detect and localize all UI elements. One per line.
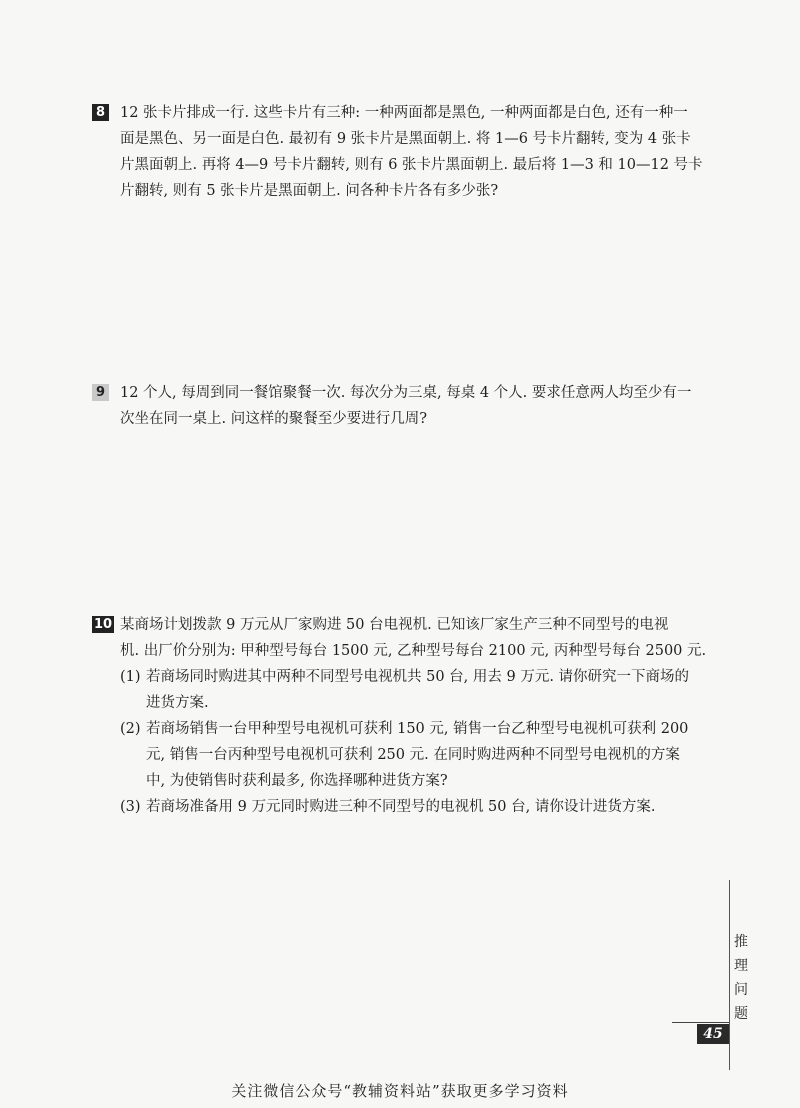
page-number: 45 xyxy=(697,1024,729,1044)
problem-number-10: 10 xyxy=(94,617,113,632)
side-label-char-3: 问 xyxy=(734,982,748,998)
subpart-1-label: (1) xyxy=(120,669,141,685)
subpart-3-label: (3) xyxy=(120,799,141,815)
problem-10-line-1: 某商场计划拨款 9 万元从厂家购进 50 台电视机. 已知该厂家生产三种不同型号的电视 xyxy=(120,617,669,633)
problem-8-line-3: 片黑面朝上. 再将 4—9 号卡片翻转, 则有 6 张卡片黑面朝上. 最后将 1—3 和 10—12 号卡 xyxy=(120,157,703,173)
problem-8-line-4: 片翻转, 则有 5 张卡片是黑面朝上. 问各种卡片各有多少张? xyxy=(120,183,499,199)
subpart-2-line-3: 中, 为使销售时获利最多, 你选择哪种进货方案? xyxy=(146,773,448,789)
problem-9-line-2: 次坐在同一桌上. 问这样的聚餐至少要进行几周? xyxy=(120,411,427,427)
subpart-2-line-1: 若商场销售一台甲种型号电视机可获利 150 元, 销售一台乙种型号电视机可获利 200 xyxy=(146,721,689,737)
problem-8-line-1: 12 张卡片排成一行. 这些卡片有三种: 一种两面都是黑色, 一种两面都是白色, 还有一种一 xyxy=(120,105,688,121)
page-number-rule xyxy=(672,1022,729,1023)
problem-number-8: 8 xyxy=(92,104,109,121)
problem-8-line-2: 面是黑色、另一面是白色. 最初有 9 张卡片是黑面朝上. 将 1—6 号卡片翻转, 变为 4 张卡 xyxy=(120,131,691,147)
subpart-1-line-1: 若商场同时购进其中两种不同型号电视机共 50 台, 用去 9 万元. 请你研究一下商场的 xyxy=(146,669,690,685)
problem-number-9: 9 xyxy=(92,384,109,401)
side-label-char-2: 理 xyxy=(734,958,748,974)
subpart-3-line-1: 若商场准备用 9 万元同时购进三种不同型号的电视机 50 台, 请你设计进货方案. xyxy=(146,799,656,815)
footer-note: 关注微信公众号“教辅资料站”获取更多学习资料 xyxy=(231,1082,569,1100)
side-label-char-4: 题 xyxy=(734,1006,748,1022)
problem-10-line-2: 机. 出厂价分别为: 甲种型号每台 1500 元, 乙种型号每台 2100 元, 丙种型号每台 2500 元. xyxy=(120,643,707,659)
subpart-2-line-2: 元, 销售一台丙种型号电视机可获利 250 元. 在同时购进两种不同型号电视机的方案 xyxy=(146,747,680,763)
side-label-char-1: 推 xyxy=(734,934,748,950)
section-side-label xyxy=(733,930,749,1026)
problem-9-line-1: 12 个人, 每周到同一餐馆聚餐一次. 每次分为三桌, 每桌 4 个人. 要求任意两人均至少有一 xyxy=(120,385,692,401)
subpart-2-label: (2) xyxy=(120,721,141,737)
side-divider xyxy=(729,880,730,1070)
subpart-1-line-2: 进货方案. xyxy=(146,695,209,711)
